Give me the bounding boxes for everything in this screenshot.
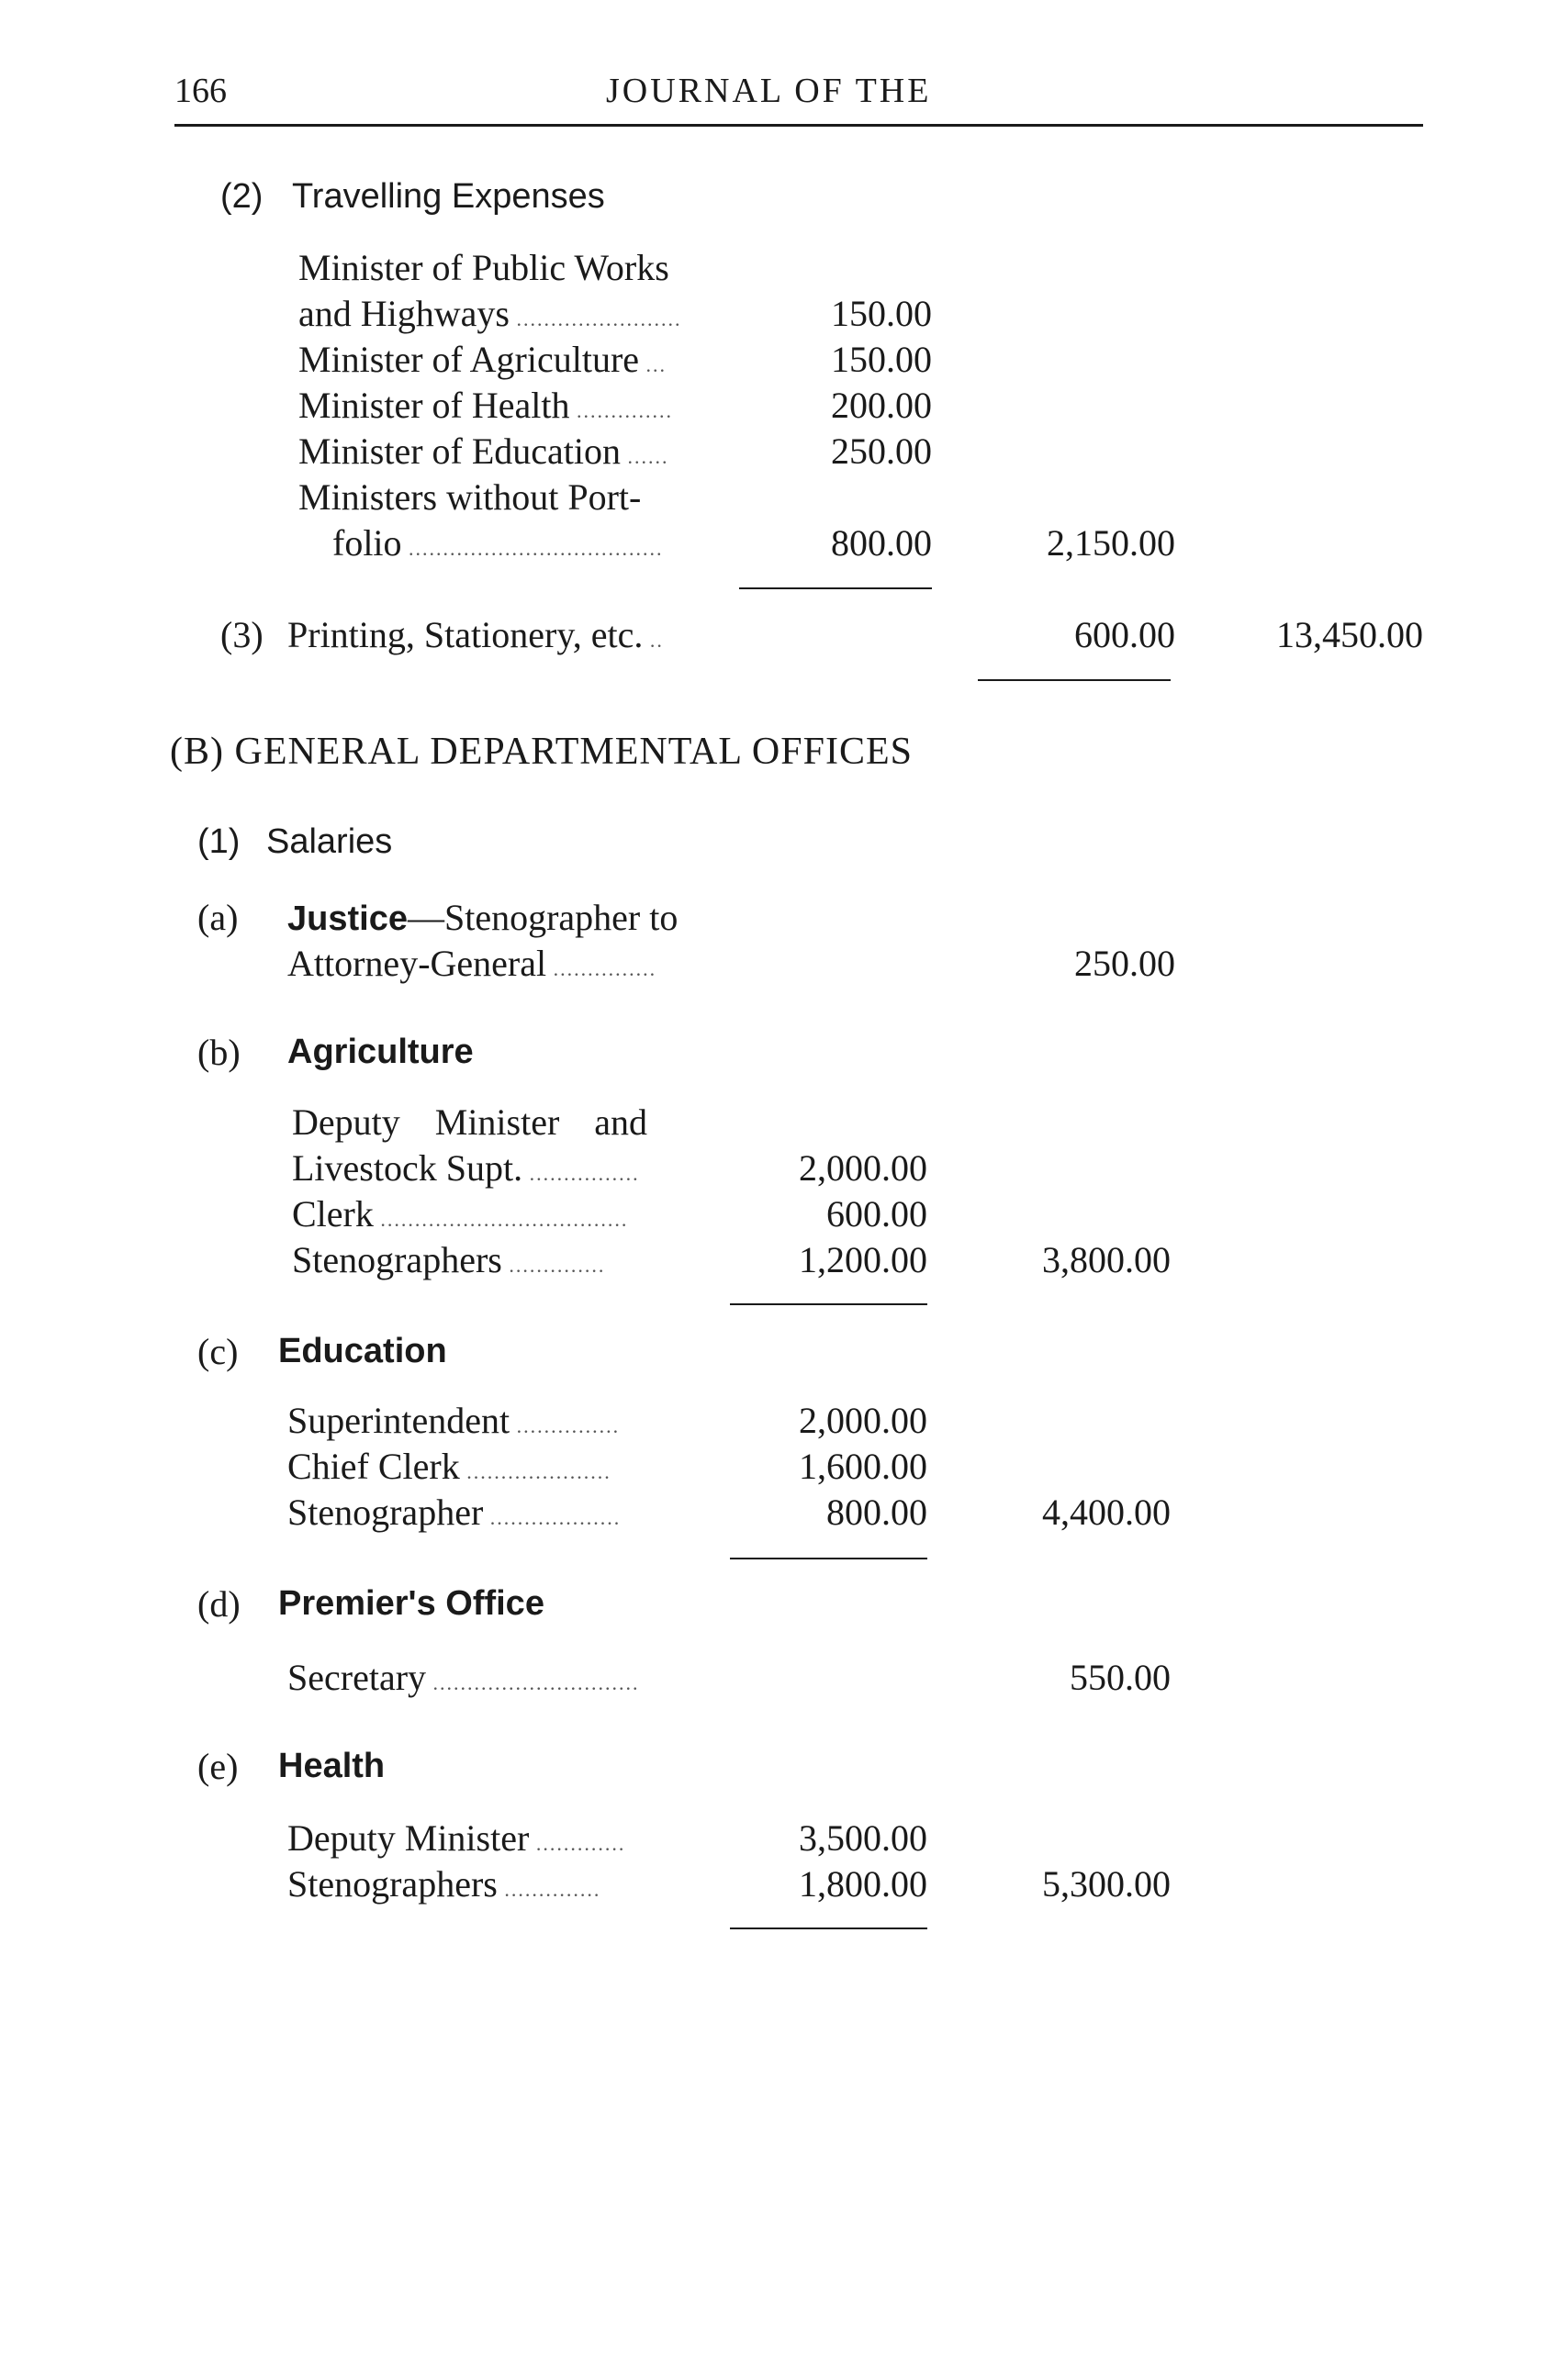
agriculture-item-amount: 2,000.00 (799, 1147, 927, 1189)
agriculture-item-label: Clerk .................................... (292, 1193, 629, 1235)
premier-number: (d) (197, 1583, 241, 1625)
subtotal-rule (730, 1303, 927, 1305)
agriculture-item-label: Stenographers .............. (292, 1239, 606, 1280)
printing-amount: 600.00 (1074, 614, 1175, 655)
subtotal-rule (739, 587, 932, 589)
printing-total: 13,450.00 (1276, 614, 1423, 655)
travel-item-amount: 200.00 (831, 385, 932, 426)
section-b-heading: (B) GENERAL DEPARTMENTAL OFFICES (170, 731, 913, 773)
education-item-label: Superintendent ............... (287, 1400, 621, 1441)
justice-line: Justice—Stenographer to (287, 897, 679, 938)
health-item-amount: 1,800.00 (799, 1863, 927, 1905)
education-item-amount: 1,600.00 (799, 1446, 927, 1487)
agriculture-item-label: Livestock Supt. ................ (292, 1147, 640, 1189)
education-item-label: Stenographer ................... (287, 1492, 622, 1533)
page-number: 166 (174, 72, 227, 110)
travelling-number: (2) (220, 177, 264, 216)
agriculture-item-label: Deputy Minister and (292, 1101, 648, 1143)
education-subtotal: 4,400.00 (1042, 1492, 1171, 1533)
travel-item-label: Minister of Public Works (298, 247, 669, 288)
subtotal-rule (730, 1927, 927, 1929)
salaries-heading: Salaries (266, 822, 393, 861)
travel-item-label: folio ..................................... (332, 522, 664, 564)
education-item-label: Chief Clerk ..................... (287, 1446, 611, 1487)
travel-item-amount: 150.00 (831, 339, 932, 380)
subtotal-rule (730, 1558, 927, 1559)
justice-number: (a) (197, 897, 239, 938)
travel-item-amount: 250.00 (831, 430, 932, 472)
travel-item-amount: 150.00 (831, 293, 932, 334)
travelling-heading: Travelling Expenses (292, 177, 605, 216)
printing-label: Printing, Stationery, etc. .. (287, 614, 664, 655)
salaries-number: (1) (197, 822, 241, 861)
health-item-label: Stenographers .............. (287, 1863, 601, 1905)
education-item-amount: 2,000.00 (799, 1400, 927, 1441)
justice-label: Attorney-General ............... (287, 943, 657, 984)
premier-heading: Premier's Office (278, 1584, 544, 1623)
agriculture-subtotal: 3,800.00 (1042, 1239, 1171, 1280)
header-rule (174, 124, 1423, 127)
travel-item-label: Minister of Education ...... (298, 430, 669, 472)
travel-item-amount: 800.00 (831, 522, 932, 564)
health-subtotal: 5,300.00 (1042, 1863, 1171, 1905)
travel-item-label: and Highways ........................ (298, 293, 682, 334)
running-title: JOURNAL OF THE (606, 72, 932, 110)
travel-subtotal: 2,150.00 (1047, 522, 1175, 564)
health-number: (e) (197, 1746, 239, 1787)
education-item-amount: 800.00 (826, 1492, 927, 1533)
health-heading: Health (278, 1747, 386, 1785)
justice-amount: 250.00 (1074, 943, 1175, 984)
agriculture-number: (b) (197, 1032, 241, 1073)
premier-item-label: Secretary .............................. (287, 1657, 640, 1698)
agriculture-item-amount: 600.00 (826, 1193, 927, 1235)
health-item-label: Deputy Minister ............. (287, 1817, 626, 1859)
travel-item-label: Ministers without Port- (298, 476, 642, 518)
agriculture-heading: Agriculture (287, 1033, 474, 1071)
education-heading: Education (278, 1332, 447, 1370)
health-item-amount: 3,500.00 (799, 1817, 927, 1859)
agriculture-item-amount: 1,200.00 (799, 1239, 927, 1280)
travel-item-label: Minister of Health .............. (298, 385, 673, 426)
education-number: (c) (197, 1331, 239, 1372)
premier-amount: 550.00 (1070, 1657, 1171, 1698)
total-rule (978, 679, 1171, 681)
travel-item-label: Minister of Agriculture ... (298, 339, 667, 380)
printing-number: (3) (220, 614, 264, 655)
